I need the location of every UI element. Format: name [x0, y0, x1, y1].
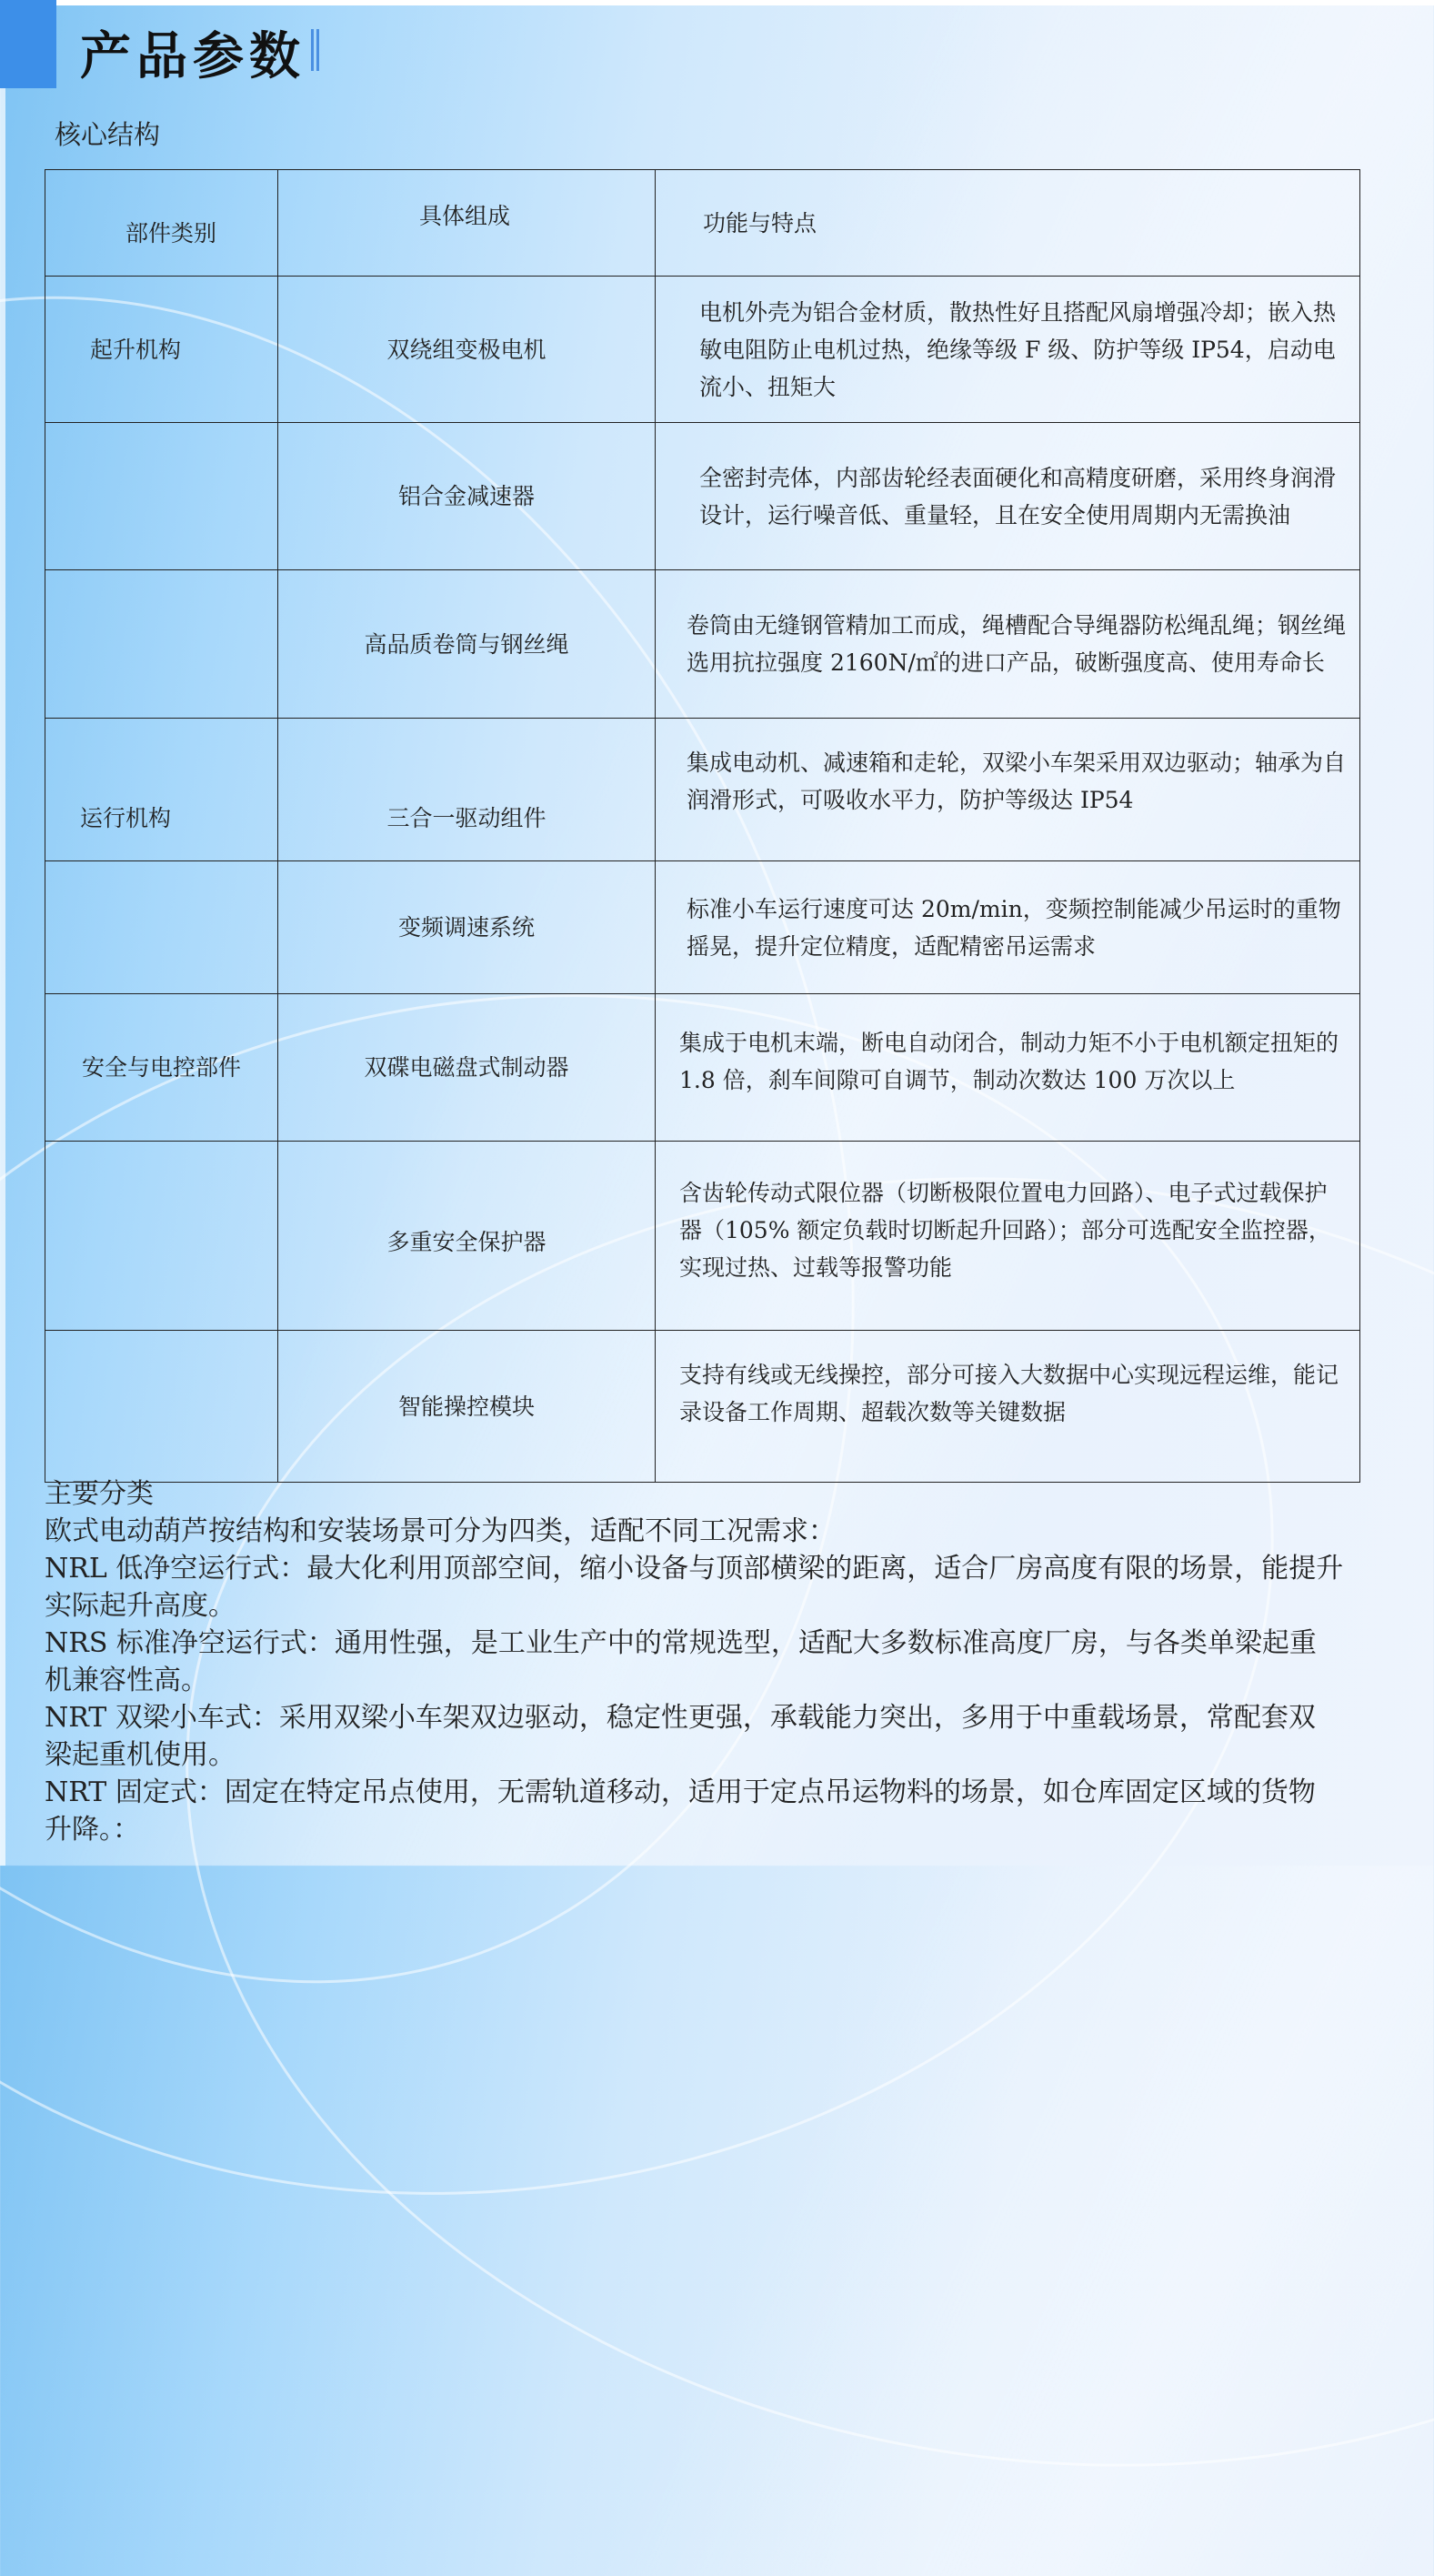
- category-cell: [45, 861, 278, 994]
- column-header-category: 部件类别: [45, 170, 278, 277]
- table-row: [45, 277, 1360, 423]
- classification-item-nrs: NRS 标准净空运行式：通用性强，是工业生产中的常规选型，适配大多数标准高度厂房，与各类单梁起重机兼容性高。: [45, 1627, 1317, 1696]
- title-accent-block: [0, 0, 56, 88]
- category-cell: [45, 1331, 278, 1483]
- category-cell: [45, 423, 278, 570]
- component-cell: 多重安全保护器: [278, 1142, 656, 1331]
- features-cell: 电机外壳为铝合金材质，散热性好且搭配风扇增强冷却；嵌入热敏电阻防止电机过热，绝缘等级 F 级、防护等级 IP54，启动电流小、扭矩大: [656, 277, 1360, 423]
- category-cell: [45, 570, 278, 719]
- component-cell: 铝合金减速器: [278, 423, 656, 570]
- table-row: [45, 1142, 1360, 1331]
- category-cell: 安全与电控部件: [45, 994, 278, 1142]
- component-cell: 高品质卷筒与钢丝绳: [278, 570, 656, 719]
- classification-intro: 欧式电动葫芦按结构和安装场景可分为四类，适配不同工况需求：: [45, 1515, 836, 1547]
- features-cell: 集成电动机、减速箱和走轮，双梁小车架采用双边驱动；轴承为自润滑形式，可吸收水平力，防护等级达 IP54: [656, 719, 1360, 861]
- table-row: [45, 719, 1360, 861]
- table-row: [45, 861, 1360, 994]
- classification-item-nrt-double-girder: NRT 双梁小车式：采用双梁小车架双边驱动，稳定性更强，承载能力突出，多用于中重载场景，常配套双梁起重机使用。: [45, 1702, 1316, 1771]
- features-cell: 集成于电机末端，断电自动闭合，制动力矩不小于电机额定扭矩的 1.8 倍，刹车间隙可自调节，制动次数达 100 万次以上: [656, 994, 1360, 1142]
- section-heading-core-structure: 核心结构: [55, 119, 161, 150]
- component-cell: 变频调速系统: [278, 861, 656, 994]
- column-header-features: 功能与特点: [656, 170, 1360, 277]
- category-cell: 运行机构: [45, 719, 278, 861]
- classification-item-nrl: NRL 低净空运行式：最大化利用顶部空间，缩小设备与顶部横梁的距离，适合厂房高度有限的场景，能提升实际起升高度。: [45, 1553, 1344, 1622]
- top-border: [0, 0, 1434, 5]
- features-cell: 标准小车运行速度可达 20m/min，变频控制能减少吊运时的重物摇晃，提升定位精度，适配精密吊运需求: [656, 861, 1360, 994]
- table-row: [45, 570, 1360, 719]
- core-structure-table: [45, 169, 1360, 1483]
- section-heading-classification: 主要分类: [45, 1478, 154, 1510]
- category-cell: 起升机构: [45, 277, 278, 423]
- features-cell: 支持有线或无线操控，部分可接入大数据中心实现远程运维，能记录设备工作周期、超载次数等关键数据: [656, 1331, 1360, 1483]
- title-double-bar-icon: [311, 29, 320, 71]
- page-title: 产品参数: [80, 27, 306, 86]
- left-border: [0, 0, 5, 1866]
- component-cell: 双绕组变极电机: [278, 277, 656, 423]
- table-row: [45, 423, 1360, 570]
- classification-item-nrt-fixed: NRT 固定式：固定在特定吊点使用，无需轨道移动，适用于定点吊运物料的场景，如仓库固定区域的货物升降。：: [45, 1776, 1316, 1846]
- table-row: [45, 994, 1360, 1142]
- table-header-row: [45, 170, 1360, 277]
- table-row: [45, 1331, 1360, 1483]
- component-cell: 三合一驱动组件: [278, 719, 656, 861]
- category-cell: [45, 1142, 278, 1331]
- component-cell: 双碟电磁盘式制动器: [278, 994, 656, 1142]
- features-cell: 卷筒由无缝钢管精加工而成，绳槽配合导绳器防松绳乱绳；钢丝绳选用抗拉强度 2160N/㎡的进口产品，破断强度高、使用寿命长: [656, 570, 1360, 719]
- features-cell: 全密封壳体，内部齿轮经表面硬化和高精度研磨，采用终身润滑设计，运行噪音低、重量轻，且在安全使用周期内无需换油: [656, 423, 1360, 570]
- features-cell: 含齿轮传动式限位器（切断极限位置电力回路）、电子式过载保护器（105% 额定负载时切断起升回路）；部分可选配安全监控器，实现过热、过载等报警功能: [656, 1142, 1360, 1331]
- component-cell: 智能操控模块: [278, 1331, 656, 1483]
- column-header-component: 具体组成: [278, 170, 656, 277]
- classification-section: [45, 1475, 1372, 1848]
